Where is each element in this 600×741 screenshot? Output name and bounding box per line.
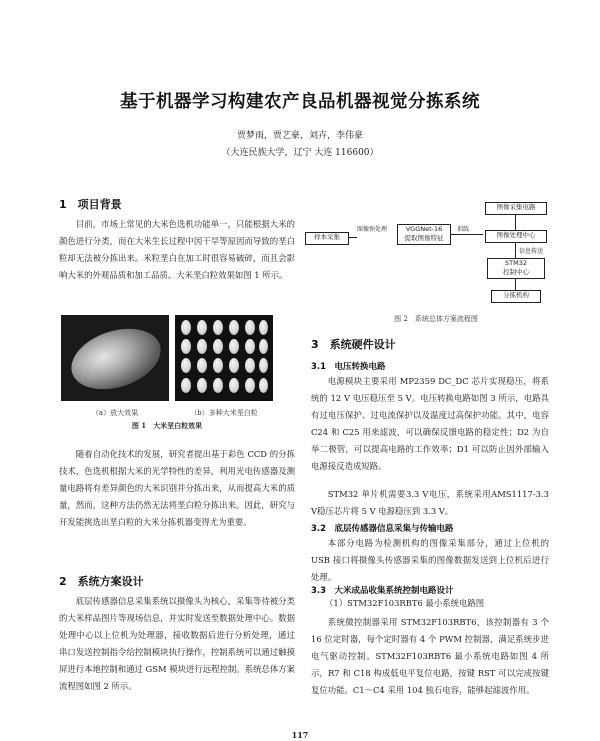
- figure-1b-label: （b）多种大米垩白粒: [190, 409, 258, 417]
- authors: 贾梦雨，贾艺豪，刘卉，李伟豪: [236, 131, 363, 141]
- flow-vggnet: [397, 224, 451, 245]
- page-number: 117: [291, 730, 309, 740]
- flow-train-label: 训练: [457, 226, 470, 233]
- section-3-1-para-2: STM32 单片机需要3.3 V电压，系统采用AMS1117-3.3 V稳压芯片将 5 V 电源稳压到 3.3 V。: [311, 489, 549, 516]
- flow-preprocess-label: 图像预处理: [357, 226, 388, 233]
- affiliation: （大连民族大学，辽宁 大连 116600）: [221, 148, 379, 158]
- flow-image-acquisition: 图像采集电路: [485, 202, 547, 215]
- section-3-2-heading: 3.2 底层传感器信息采集与传输电路: [311, 524, 454, 534]
- figure-1a-image: [61, 315, 169, 401]
- flow-feature-extraction: 提取图像特征: [404, 234, 444, 242]
- flow-sample-collection: 样本采集: [305, 232, 349, 245]
- section-3-3-heading: 3.3 大米成品收集系统控制电路设计: [311, 586, 454, 596]
- section-3-1-heading: 3.1 电压转换电路: [311, 362, 386, 372]
- section-3-heading: 3 系统硬件设计: [311, 338, 396, 351]
- section-1-para-1: 目前，市场上常见的大米色选机功能单一，只能根据大米的颜色进行分类，而在大米生长过程中因干旱等原因而导致的垩白粒却无法被分拣出来。米粒垩白在加工时很容易破碎，而且会影响大米的外观品质和加工品质。大米垩白粒效果如图 1 所示。: [59, 219, 295, 280]
- section-3-3-subheading: （1）STM32F103RBT6 最小系统电路图: [325, 598, 485, 608]
- section-3-1-para-1: 电源模块主要采用 MP2359 DC_DC 芯片实现稳压，将系统的 12 V 电压稳压至 5 V。电压转换电路如图 3 所示，电路具有过电压保护、过电流保护以及温度过高保护功能。其中，电容 C24 和 C25 用来滤波，可以确保反馈电路的稳定性；D2 为自举二极管，可以提高电路的工作效率；D1 可以防止因外部输入电源接反造成短路。: [311, 376, 549, 471]
- figure-2-flowchart: [305, 196, 567, 308]
- figure-1b-image: [175, 315, 273, 401]
- section-2-para-1: 底层传感器信息采集系统以摄像头为核心，采集等待被分类的大米样品图片等现场信息，并实时发送至数据处理中心。数据处理中心以上位机为处理器，接收数据后进行分析处理，通过 串口发送控制指令给控制模块执行操作，控制系统可以通过触摸屏进行本地控制和通过 GSM 模块进行远程控制。系统总体方案流程图如图 2 所示。: [59, 596, 295, 691]
- flow-stm32-control: [487, 258, 545, 279]
- section-1-heading: 1 项目背景: [59, 198, 122, 211]
- section-3-3-para-1: 系统微控制器采用 STM32F103RBT6，该控制器有 3 个 16 位定时器，每个定时器有 4 个 PWM 控制器，满足系统步进电气驱动控制。STM32F103RBT6 最小系统电路如图 4 所示，R7 和 C18 构成低电平复位电路，按键 RST 可以完成按键复位功能。C1～C4 采用 104 独石电容，能够起滤波作用。: [311, 617, 549, 695]
- section-2-heading: 2 系统方案设计: [59, 575, 144, 588]
- flow-sorting-mechanism: 分拣机构: [491, 290, 541, 303]
- flow-control-center: 控制中心: [503, 268, 529, 276]
- section-3-2-para-1: 本部分电路为检测机构的图像采集部分，通过上位机的 USB 接口将摄像头传感器采集的图像数据发送到上位机后进行处理。: [311, 538, 549, 582]
- paper-title: 基于机器学习构建农产良品机器视觉分拣系统: [120, 92, 480, 112]
- figure-1a-label: （a）放大效果: [91, 409, 139, 417]
- section-1-para-2: 随着自动化技术的发展，研究者提出基于彩色 CCD 的分拣技术，色选机根据大米的光学特性的差异，利用光电传感器及测量电路将有差异颜色的大米识别并分拣出来，从而提高大米的质量，然而，这种方法仍然无法将垩白粒分拣出来。因此，研究与开发能挑选出垩白粒的大米分拣机器变得尤为重要。: [59, 449, 295, 527]
- rice-grain-magnified: [64, 318, 169, 400]
- figure-2-caption: 图 2 系统总体方案流程图: [394, 315, 478, 323]
- flow-vggnet-title: VGGNet-16: [405, 225, 443, 233]
- figure-1-caption: 图 1 大米垩白粒效果: [131, 421, 203, 430]
- flow-image-processing-center: 图像处理中心: [485, 230, 547, 243]
- flow-info-transfer-label: 信息传送: [519, 248, 544, 255]
- flow-stm32-title: STM32: [505, 259, 527, 267]
